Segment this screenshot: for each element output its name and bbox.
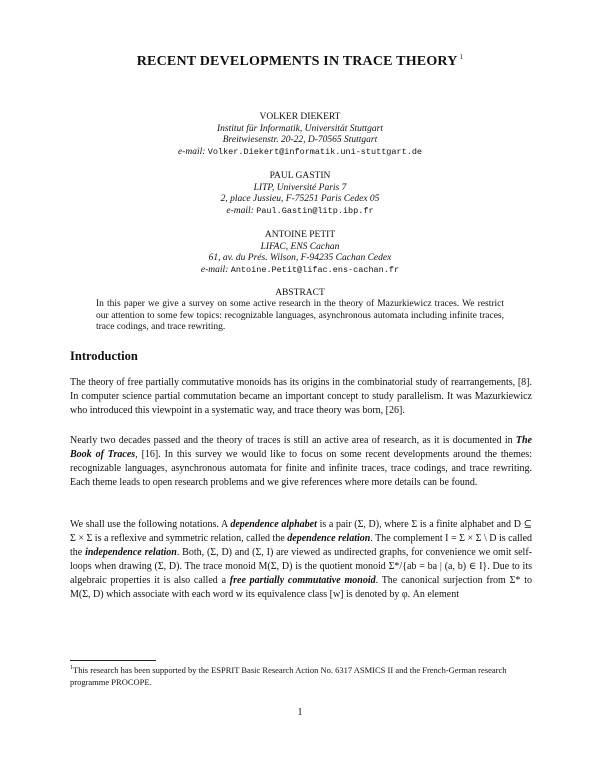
author-block-2: [0, 171, 600, 217]
title-text: RECENT DEVELOPMENTS IN TRACE THEORY: [136, 54, 458, 69]
term-free-partially-commutative-monoid: free partially commutative monoid: [229, 575, 376, 587]
author-block-3: [0, 230, 600, 276]
term-dependence-relation: dependence relation: [287, 533, 371, 545]
author-name: PAUL GASTIN: [269, 171, 331, 181]
paragraph-text: is a pair (Σ, D), where Σ is a finite alphabet and D ⊆ Σ × Σ is a reflexive and symmetric relation, called the: [70, 519, 532, 545]
author-email: Paul.Gastin@litp.ibp.fr: [256, 205, 374, 216]
author-email: Antoine.Petit@lifac.ens-cachan.fr: [230, 264, 400, 275]
author-email-line: [0, 147, 600, 159]
paper-title: [0, 53, 600, 70]
paragraph-2: [70, 434, 532, 490]
email-label: e-mail:: [200, 264, 229, 275]
author-affiliation: Institut für Informatik, Universität Stuttgart: [217, 123, 383, 134]
title-footnote-mark: 1: [459, 53, 464, 61]
author-name: VOLKER DIEKERT: [259, 112, 341, 122]
footnote-mark: 1: [70, 665, 73, 671]
email-label: e-mail:: [226, 205, 254, 216]
author-email-line: [0, 265, 600, 277]
abstract-text: In this paper we give a survey on some active research in the theory of Mazurkiewicz traces. We restrict our attention to some few topics: recognizable languages, asynchronous automata including infinite traces, trace codings, and trace rewriting.: [96, 299, 504, 332]
author-email: Volker.Diekert@informatik.uni-stuttgart.de: [207, 146, 423, 157]
author-affiliation: LIFAC, ENS Cachan: [260, 241, 340, 252]
page-number: 1: [297, 707, 303, 718]
author-address: 61, av. du Prés. Wilson, F-94235 Cachan Cedex: [208, 253, 392, 263]
paragraph-text: . Both, (Σ, D) and (Σ, I) are viewed as undirected graphs, for convenience we omit self-loops when drawing (Σ, D). The trace monoid M(Σ, D) is the quotient monoid Σ*/{ab = ba | (a, b) ∈ I}. Due to its algebraic properties it is also called a: [70, 547, 532, 587]
term-independence-relation: independence relation: [85, 547, 177, 559]
author-block-1: [0, 112, 600, 158]
paragraph-text: . The canonical surjection from Σ* to M(Σ, D) which associate with each word w its equivalence class [w] is denoted by φ. An element: [70, 575, 532, 601]
paragraph-1: [70, 376, 532, 418]
paragraph-text: Nearly two decades passed and the theory of traces is still an active area of research, as it is documented in: [70, 435, 516, 446]
paragraph-3: [70, 518, 532, 603]
author-address: 2, place Jussieu, F-75251 Paris Cedex 05: [220, 194, 380, 204]
author-affiliation: LITP, Université Paris 7: [253, 182, 347, 193]
book-title: The Book of Traces: [70, 435, 532, 461]
email-label: e-mail:: [177, 146, 206, 157]
abstract-heading: ABSTRACT: [275, 288, 325, 298]
author-address: Breitwiesenstr. 20-22, D-70565 Stuttgart: [222, 135, 378, 145]
footnote-rule: [70, 660, 156, 661]
paragraph-text: . The complement I = Σ × Σ \ D is called the: [70, 533, 533, 559]
paragraph-text: , [16]. In this survey we would like to focus on some recent developments around the themes: recognizable languages, asynchronous automata for finite and infinite traces, trace codings, and trace rewriting. Each theme leads to open research problems and we give references where more details can be found.: [70, 449, 532, 489]
paragraph-text: The theory of free partially commutative monoids has its origins in the combinatorial study of rearrangements, [8]. In computer science partial commutation became an important concept to study parallelism. It was Mazurkiewicz who introduced this viewpoint in a systematic way, and trace theory was born, [26].: [70, 377, 532, 417]
section-heading-introduction: Introduction: [70, 349, 138, 363]
footnote-text: This research has been supported by the ESPRIT Basic Research Action No. 6317 ASMICS II and the French-German research programme PROCOPE.: [70, 665, 507, 687]
author-name: ANTOINE PETIT: [264, 230, 336, 240]
footnote: [70, 662, 532, 688]
term-dependence-alphabet: dependence alphabet: [230, 519, 317, 530]
author-email-line: [0, 206, 600, 218]
paragraph-text: We shall use the following notations. A: [70, 519, 231, 530]
